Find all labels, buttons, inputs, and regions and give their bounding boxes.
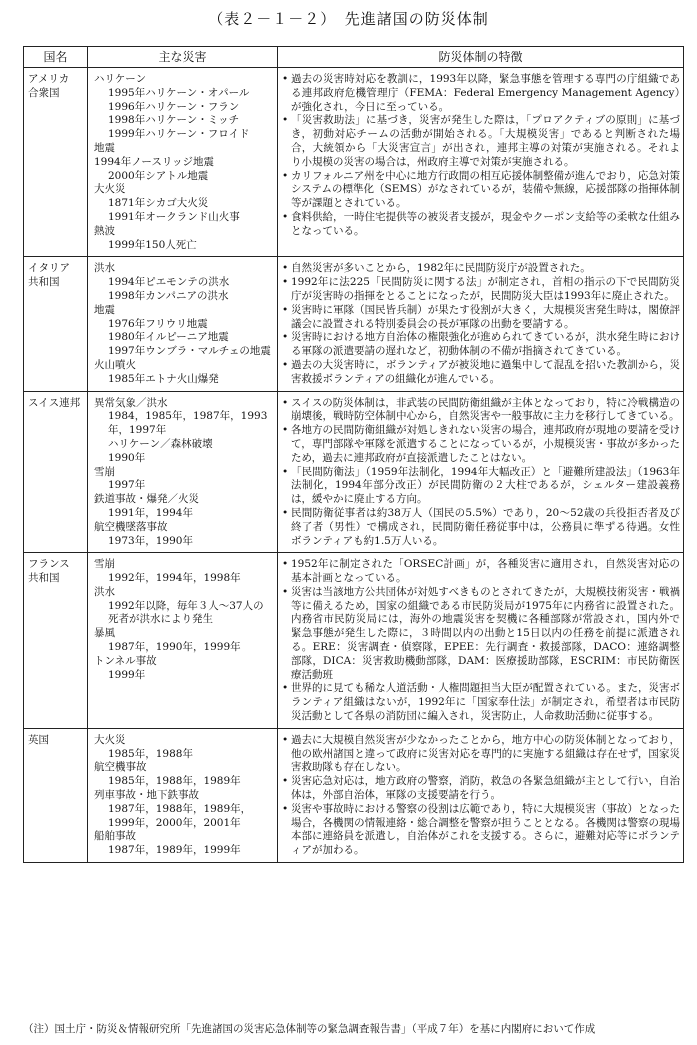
disaster-event: 1996年ハリケーン・フラン [108, 100, 240, 113]
disaster-type: 1994年ノースリッジ地震 [94, 155, 214, 168]
feature-item: • 災害や事故時における警察の役割は広範であり，特に大規模災害（事故）となった場合，各機関の情報連絡・総合調整を警察が担うこととなる。各機関は警察の現場本部に連絡員を派遣し，自治体がこれを支援する。さらに，避難対応等にボランティアが加わる。 [281, 803, 680, 858]
country-name-line: 共和国 [28, 572, 60, 585]
disaster-event: 1995年ハリケーン・オパール [108, 86, 250, 99]
feature-list [281, 262, 680, 386]
disaster-event: 1980年イルピーニア地震 [108, 331, 229, 344]
disaster-event: 1871年シカゴ大火災 [108, 197, 209, 210]
table-row [24, 728, 684, 862]
feature-list [281, 734, 680, 858]
table-row [24, 257, 684, 391]
disaster-event: 1991年オークランド山火事 [108, 210, 240, 223]
country-name-line: 合衆国 [28, 86, 60, 99]
table-title: （表２－１－２） 先進諸国の防災体制 [208, 10, 489, 28]
country-name-line: スイス連邦 [28, 396, 81, 409]
feature-list [281, 73, 680, 239]
disasters-cell [88, 553, 278, 729]
country-name-line: イタリア [28, 262, 70, 275]
country-name-line: 共和国 [28, 276, 60, 289]
disaster-event: 1999年ハリケーン・フロイド [108, 128, 250, 141]
feature-item: • 過去に大規模自然災害が少なかったことから，地方中心の防災体制となっており，他の欧州諸国と違って政府に災害対応を専門的に実施する組織は存在せず，国家災害救助隊も存在しない。 [281, 734, 680, 775]
feature-item: • 過去の大災害時に，ボランティアが被災地に過集中して混乱を招いた教訓から，災害救援ボランティアの組織化が進んでいる。 [281, 359, 680, 387]
country-name-line: 英国 [28, 733, 49, 746]
disaster-type: 火山噴火 [94, 358, 136, 371]
feature-item: • 過去の災害時対応を教訓に，1993年以降，緊急事態を管理する専門の庁組織である連邦政府危機管理庁（FEMA：Federal Emergency Management Agency）が強化され，今日に至っている。 [281, 73, 680, 114]
disaster-event: 1999年150人死亡 [108, 238, 197, 251]
country-cell [24, 728, 88, 862]
feature-item: • 災害時に軍隊（国民皆兵制）が果たす役割が大きく，大規模災害発生時は，閣僚評議会に設置される特別委員会の長が軍隊の出動を要請する。 [281, 304, 680, 332]
disaster-type: 雪崩 [94, 465, 115, 478]
disaster-type: 列車事故・地下鉄事故 [94, 789, 199, 802]
disaster-event: 1997年 [108, 479, 146, 492]
disasters-cell [88, 257, 278, 391]
header-features: 防災体制の特徴 [278, 47, 684, 68]
features-cell [278, 553, 684, 729]
disaster-event: 1985年，1988年 [108, 747, 193, 760]
country-cell [24, 68, 88, 257]
feature-item: • 災害は当該地方公共団体が対処すべきものとされてきたが，大規模技術災害・戦禍等に備えるため，国家の組織である市民防災局が1975年に内務省に設置された。内務省市民防災局には，海外の地震災害を契機に各種部隊が常設され，国内外で緊急事態が発生した際に，３時間以内の出動と15日以内の任務を前提に派遣される。ERE：災害調査・偵察隊，EPEE：先行調査・救援部隊，DACO：連絡調整部隊，DICA：災害救助機動部隊，DAM：医療援助部隊，ESCRIM：市民防衛医療活動班 [281, 586, 680, 683]
disaster-type: 異常気象／洪水 [94, 396, 168, 409]
country-cell [24, 257, 88, 391]
features-cell [278, 728, 684, 862]
disaster-event: 1985年，1988年，1989年 [108, 775, 241, 788]
feature-item: • 各地方の民間防衛組織が対処しきれない災害の場合，連邦政府が現地の要請を受けて，専門部隊や軍隊を派遣することになっているが，小規模災害・事故が多かったため，過去に連邦政府が直接派遣したことはない。 [281, 424, 680, 465]
table-row [24, 68, 684, 257]
feature-item: • 民間防衛従事者は約38万人（国民の5.5%）であり，20～52歳の兵役拒否者及び終了者（男性）で構成され，民間防衛任務従事中は，公務員に準ずる待遇。女性ボランティアも約1.5万人いる。 [281, 507, 680, 548]
disasters-cell [88, 728, 278, 862]
disaster-type: 洪水 [94, 262, 115, 275]
disaster-system-table [23, 46, 684, 863]
country-cell [24, 391, 88, 553]
features-cell [278, 257, 684, 391]
disaster-type: 鉄道事故・爆発／火災 [94, 493, 199, 506]
disaster-event: 1976年フリウリ地震 [108, 317, 208, 330]
disasters-cell [88, 391, 278, 553]
features-cell [278, 391, 684, 553]
feature-item: • 「民間防衛法」（1959年法制化，1994年大幅改正）と「避難所建設法」（1963年法制化，1994年部分改正）が民間防衛の２大柱であるが，シェルター建設義務は，緩やかに廃止する方向。 [281, 466, 680, 507]
feature-item: • 食料供給，一時住宅提供等の被災者支援が，現金やクーポン支給等の柔軟な仕組みとなっている。 [281, 211, 680, 239]
disasters-cell [88, 68, 278, 257]
feature-item: • 災害時における地方自治体の権限強化が進められてきているが，洪水発生時における軍隊の派遣要請の遅れなど，初動体制の不備が指摘されてきている。 [281, 331, 680, 359]
table-row [24, 391, 684, 553]
disaster-type: ハリケーン [94, 73, 147, 85]
disaster-type: 暴風 [94, 627, 115, 640]
disaster-type: 大火災 [94, 733, 126, 746]
disaster-event: 1992年以降，毎年３人～37人の死者が洪水により発生 [108, 599, 264, 626]
disaster-type: 地震 [94, 141, 115, 154]
disaster-event: 1999年 [108, 668, 146, 681]
disaster-event: 1984，1985年，1987年，1993年，1997年 [108, 410, 268, 437]
disaster-type: トンネル事故 [94, 654, 157, 667]
disaster-type: 航空機墜落事故 [94, 520, 168, 533]
disaster-event: 1998年ハリケーン・ミッチ [108, 114, 240, 127]
features-cell [278, 68, 684, 257]
header-country: 国名 [24, 47, 88, 68]
feature-item: • カリフォルニア州を中心に地方行政間の相互応援体制整備が進んでおり，応急対策システムの標準化（SEMS）がなされているが，装備や無線，応援部隊の指揮体制等が課題とされている。 [281, 170, 680, 211]
disaster-event: 1987年，1990年，1999年 [108, 641, 241, 654]
disaster-event: 1990年 [108, 451, 146, 464]
feature-item: • 1952年に制定された「ORSEC計画」が，各種災害に適用され，自然災害対応の基本計画となっている。 [281, 558, 680, 586]
disaster-type: 地震 [94, 303, 115, 316]
country-name-line: アメリカ [28, 73, 70, 85]
disaster-event: 2000年シアトル地震 [108, 169, 209, 182]
disaster-event: 1987年，1988年，1989年，1999年，2000年，2001年 [108, 802, 252, 829]
disaster-event: ハリケーン／森林破壊 [108, 437, 213, 450]
feature-item: • 自然災害が多いことから，1982年に民間防災庁が設置された。 [281, 262, 680, 276]
feature-item: • 「災害救助法」に基づき，災害が発生した際は，「プロアクティブの原則」に基づき，初動対応チームの活動が開始される。「大規模災害」であると判断された場合，大統領から「大災害宣言」が出され，連邦主導の対策が実施される。それより小規模の災害の場合は，州政府主導で対策が実施される。 [281, 114, 680, 169]
feature-item: • 世界的に見ても稀な人道活動・人権問題担当大臣が配置されている。また，災害ボランティア組織はないが，1992年に「国家奉仕法」が制定され，希望者は市民防災活動として各県の消防団に編入され，災害防止，人命救助活動に従事する。 [281, 682, 680, 723]
disaster-type: 熱波 [94, 224, 115, 237]
disaster-event: 1998年カンパニアの洪水 [108, 289, 229, 302]
feature-list [281, 397, 680, 549]
disaster-event: 1991年，1994年 [108, 506, 193, 519]
disaster-event: 1992年，1994年，1998年 [108, 572, 241, 585]
disaster-type: 船舶事故 [94, 830, 136, 843]
disaster-event: 1985年エトナ火山爆発 [108, 372, 219, 385]
source-note: （注）国土庁・防災＆情報研究所「先進諸国の災害応急体制等の緊急調査報告書」（平成７年）を基に内閣府において作成 [23, 1023, 596, 1035]
header-disasters: 主な災害 [88, 47, 278, 68]
disaster-type: 雪崩 [94, 558, 115, 571]
disaster-event: 1973年，1990年 [108, 534, 193, 547]
table-row [24, 553, 684, 729]
country-name-line: フランス [28, 558, 70, 571]
disaster-type: 航空機事故 [94, 761, 147, 774]
header-row [24, 47, 684, 68]
feature-list [281, 558, 680, 724]
disaster-event: 1987年，1989年，1999年 [108, 844, 241, 857]
disaster-type: 大火災 [94, 183, 126, 196]
country-cell [24, 553, 88, 729]
disaster-event: 1997年ウンブラ・マルチェの地震 [108, 345, 271, 358]
feature-item: • 1992年に法225「民間防災に関する法」が制定され，首相の指示の下で民間防災庁が災害時の指揮をとることになったが，民間防災大臣は1993年に廃止された。 [281, 276, 680, 304]
disaster-type: 洪水 [94, 585, 115, 598]
feature-item: • スイスの防災体制は，非武装の民間防衛組織が主体となっており，特に冷戦構造の崩壊後，戦時防空体制中心から，自然災害や一般事故に主力を移行してきている。 [281, 397, 680, 425]
disaster-event: 1994年ピエモンテの洪水 [108, 276, 230, 289]
feature-item: • 災害応急対応は，地方政府の警察，消防，救急の各緊急組織が主として行い，自治体は，外部自治体，軍隊の支援要請を行う。 [281, 775, 680, 803]
